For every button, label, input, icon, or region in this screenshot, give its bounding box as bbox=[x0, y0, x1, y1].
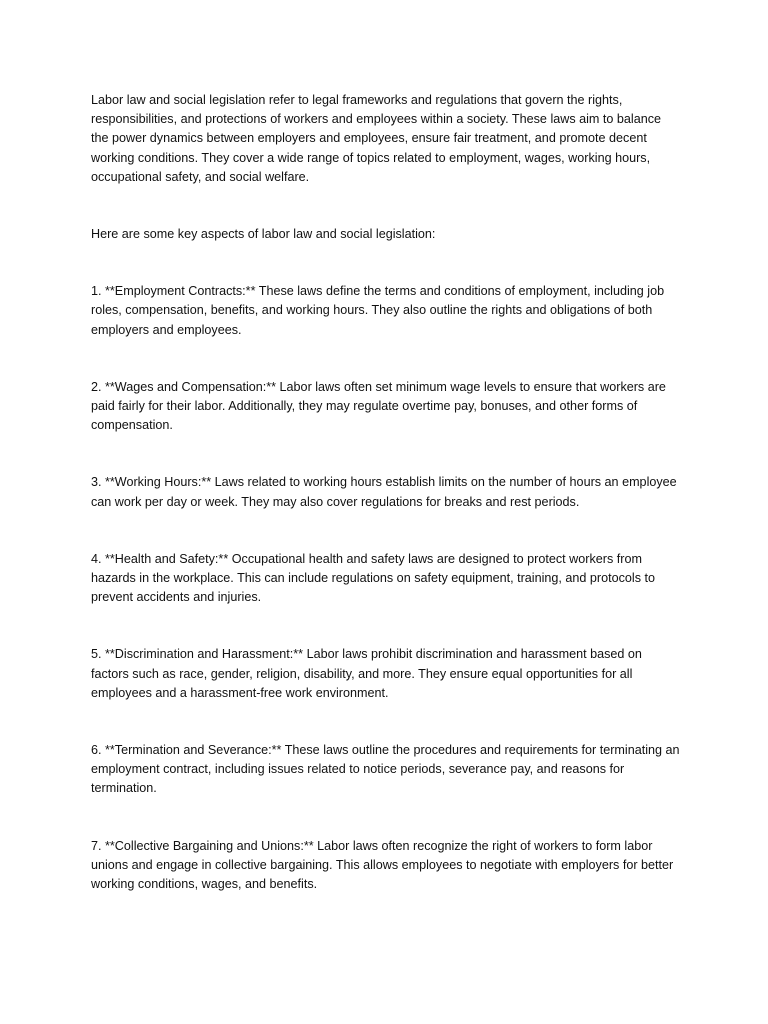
list-item-health-safety: 4. **Health and Safety:** Occupational health and safety laws are designed to protect workers from hazards in the workplace. This can include regulations on safety equipment, training, and protocols to prevent accidents and injuries. bbox=[91, 551, 656, 605]
list-item-collective-bargaining: 7. **Collective Bargaining and Unions:** Labor laws often recognize the right of workers to form labor unions and engage in collective bargaining. This allows employees to negotiate with employers for better working conditions, wages, and benefits. bbox=[91, 838, 674, 892]
list-item-discrimination-harassment: 5. **Discrimination and Harassment:** Labor laws prohibit discrimination and harassment based on factors such as race, gender, religion, disability, and more. They ensure equal opportunities for all employees and a harassment-free work environment. bbox=[91, 647, 642, 700]
document-body bbox=[91, 91, 681, 932]
list-item-employment-contracts: 1. **Employment Contracts:** These laws define the terms and conditions of employment, including job roles, compensation, benefits, and working hours. They also outline the rights and obligations of both employers and employees. bbox=[91, 284, 665, 337]
list-item-termination-severance: 6. **Termination and Severance:** These laws outline the procedures and requirements for terminating an employment contract, including issues related to notice periods, severance pay, and reasons for termination. bbox=[91, 743, 680, 796]
list-item-wages-compensation: 2. **Wages and Compensation:** Labor laws often set minimum wage levels to ensure that workers are paid fairly for their labor. Additionally, they may regulate overtime pay, bonuses, and other forms of compensation. bbox=[91, 379, 666, 433]
lead-paragraph: Here are some key aspects of labor law and social legislation: bbox=[91, 227, 436, 242]
list-item-working-hours: 3. **Working Hours:** Laws related to working hours establish limits on the number of hours an employee can work per day or week. They may also cover regulations for breaks and rest periods. bbox=[91, 475, 677, 509]
intro-paragraph: Labor law and social legislation refer to legal frameworks and regulations that govern the rights, responsibilities, and protections of workers and employees within a society. These laws aim to balance the power dynamics between employers and employees, ensure fair treatment, and promote decent working conditions. They cover a wide range of topics related to employment, wages, working hours, occupational safety, and social welfare. bbox=[91, 93, 662, 184]
